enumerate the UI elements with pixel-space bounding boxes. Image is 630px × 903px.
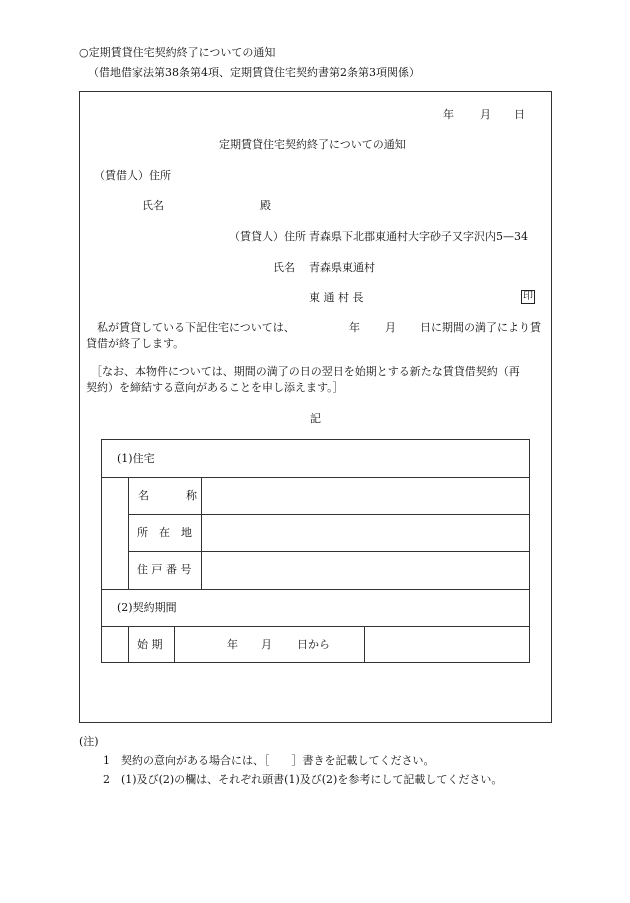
- lessee-name-label: 氏名: [142, 199, 164, 212]
- name-label-a: 名: [138, 489, 149, 502]
- ki-mark: 記: [310, 412, 321, 425]
- lessee-address-label: （賃借人）住所: [94, 169, 171, 182]
- name-label-b: 称: [186, 489, 197, 502]
- start-day: 日から: [297, 638, 330, 651]
- start-month: 月: [261, 638, 272, 651]
- document-title: ○定期賃貸住宅契約終了についての通知: [79, 46, 276, 59]
- honorific: 殿: [260, 199, 271, 212]
- unit-number-label: 住 戸 番 号: [137, 563, 192, 576]
- date-day: 日: [514, 108, 525, 121]
- body-text-1a: 私が賃貸している下記住宅については、: [97, 321, 295, 334]
- legal-basis: （借地借家法第38条第4項、定期賃貸住宅契約書第2条第3項関係）: [88, 66, 420, 79]
- start-year: 年: [227, 638, 238, 651]
- note-item-1: 1 契約の意向がある場合には、［ ］書きを記載してください。: [103, 754, 435, 767]
- section-housing: (1)住宅: [117, 452, 155, 465]
- body-year: 年: [349, 321, 360, 334]
- body-text-1b: 日に期間の満了により賃: [420, 321, 541, 334]
- note-item-2: 2 (1)及び(2)の欄は、それぞれ頭書(1)及び(2)を参考にして記載してください。: [103, 773, 503, 786]
- notes-label: (注): [79, 735, 99, 748]
- note-text-1: ［なお、本物件については、期間の満了の日の翌日を始期とする新たな賃貸借契約（再: [91, 365, 520, 378]
- date-month: 月: [480, 108, 491, 121]
- lessor-address-label: （賃貸人）住所: [229, 230, 306, 243]
- location-label: 所 在 地: [137, 526, 192, 539]
- note-text-2: 契約）を締結する意向があることを申し添えます。］: [86, 381, 344, 394]
- start-label: 始 期: [137, 638, 163, 651]
- lessor-address: 青森県下北郡東通村大字砂子又字沢内5—34: [309, 230, 528, 243]
- body-text-2: 貸借が終了します。: [86, 337, 185, 350]
- body-month: 月: [385, 321, 396, 334]
- lessor-name: 青森県東通村: [309, 261, 375, 274]
- seal-box: 印: [523, 291, 533, 302]
- form-heading: 定期賃貸住宅契約終了についての通知: [219, 138, 406, 151]
- date-year: 年: [443, 108, 454, 121]
- lessor-name-label: 氏名: [273, 261, 295, 274]
- mayor-title: 東 通 村 長: [309, 291, 364, 304]
- section-term: (2)契約期間: [117, 601, 177, 614]
